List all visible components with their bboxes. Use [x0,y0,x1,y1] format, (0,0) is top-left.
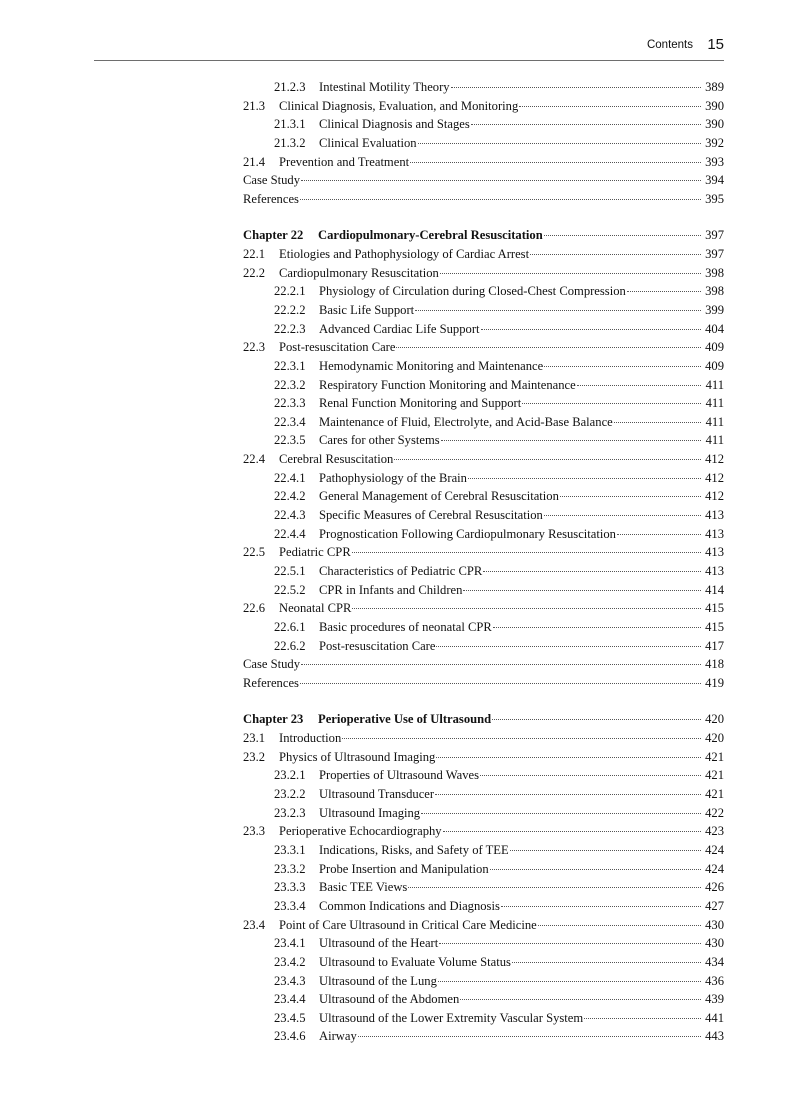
dot-leader [301,180,701,181]
toc-entry[interactable] [243,357,724,376]
toc-entry-page: 430 [705,936,724,951]
toc-entry-title: Etiologies and Pathophysiology of Cardiac Arrest [279,246,530,261]
toc-entry-title: Prognostication Following Cardiopulmonary Resuscitation [319,526,616,541]
toc-entry-title: Specific Measures of Cerebral Resuscitation [319,508,543,523]
dot-leader [501,906,701,907]
dot-leader [490,869,701,870]
toc-entry-title: Perioperative Use of Ultrasound [318,712,492,727]
toc-entry[interactable] [243,562,724,581]
toc-entry-title: Clinical Diagnosis, Evaluation, and Monitoring [279,98,519,113]
toc-entry[interactable] [243,413,724,432]
toc-entry[interactable] [243,934,724,953]
dot-leader [614,422,701,423]
toc-entry-page: 411 [705,396,724,411]
toc-entry-page: 397 [705,246,724,261]
dot-leader [301,664,701,665]
toc-entry-number: 22.3.5 [274,433,306,448]
dot-leader [342,738,701,739]
toc-entry[interactable] [243,990,724,1009]
toc-entry[interactable] [243,581,724,600]
dot-leader [481,329,701,330]
toc-entry-title: Hemodynamic Monitoring and Maintenance [319,358,544,373]
dot-leader [584,1018,701,1019]
toc-entry-page: 414 [705,582,724,597]
toc-entry-number: 23.4.5 [274,1010,306,1025]
toc-entry[interactable] [243,953,724,972]
toc-entry-title: CPR in Infants and Children [319,582,463,597]
toc-entry-number: 23.3.3 [274,880,306,895]
toc-entry[interactable] [243,1027,724,1046]
toc-entry-title: Basic procedures of neonatal CPR [319,620,492,635]
toc-entry[interactable] [243,897,724,916]
toc-entry-number: Chapter 22 [243,228,304,243]
dot-leader [415,310,701,311]
toc-entry-page: 394 [705,173,724,188]
toc-entry[interactable] [243,78,724,97]
toc-entry-title: Ultrasound of the Lower Extremity Vascular System [319,1010,584,1025]
toc-entry-title: Basic Life Support [319,302,415,317]
toc-entry-page: 424 [705,861,724,876]
toc-entry-page: 430 [705,917,724,932]
toc-entry[interactable] [243,860,724,879]
toc-entry[interactable] [243,301,724,320]
toc-entry-number: 22.3.2 [274,377,306,392]
dot-leader [480,775,701,776]
toc-entry-title: Common Indications and Diagnosis [319,898,500,913]
toc-entry-number: 22.6.2 [274,638,306,653]
toc-entry-number: 22.3.3 [274,396,306,411]
dot-leader [435,794,701,795]
toc-entry[interactable] [243,674,724,693]
toc-entry-number: 23.2.1 [274,768,306,783]
toc-entry-page: 404 [705,321,724,336]
toc-entry[interactable] [243,1009,724,1028]
toc-entry-page: 411 [705,433,724,448]
toc-entry-number: 23.3.4 [274,898,306,913]
dot-leader [463,590,701,591]
toc-entry-title: Maintenance of Fluid, Electrolyte, and Acid-Base Balance [319,414,613,429]
toc-entry-number: 22.5.2 [274,582,306,597]
dot-leader [440,273,701,274]
dot-leader [538,925,701,926]
toc-entry-page: 427 [705,898,724,913]
dot-leader [519,106,701,107]
toc-entry-page: 418 [705,657,724,672]
toc-entry-title: Post-resuscitation Care [319,638,436,653]
toc-entry[interactable] [243,916,724,935]
dot-leader [512,962,701,963]
toc-entry[interactable] [243,431,724,450]
dot-leader [421,813,701,814]
toc-entry-title: Ultrasound of the Heart [319,936,439,951]
toc-chapter-entry[interactable] [243,710,724,729]
toc-entry-number: 23.4.2 [274,954,306,969]
toc-entry[interactable] [243,469,724,488]
toc-entry-number: 22.4.1 [274,470,306,485]
toc-entry-number: 21.3.1 [274,117,306,132]
dot-leader [436,646,701,647]
toc-entry[interactable] [243,115,724,134]
toc-entry-page: 390 [705,117,724,132]
toc-entry-title: Advanced Cardiac Life Support [319,321,480,336]
dot-leader [460,999,701,1000]
toc-entry[interactable] [243,245,724,264]
toc-entry-number: 23.3.2 [274,861,306,876]
toc-entry[interactable] [243,338,724,357]
toc-entry-title: References [243,191,299,206]
toc-entry-number: 22.3 [243,340,266,355]
dot-leader [510,850,701,851]
toc-entry[interactable] [243,153,724,172]
toc-entry-page: 426 [705,880,724,895]
toc-entry-title: Indications, Risks, and Safety of TEE [319,842,509,857]
dot-leader [471,124,701,125]
toc-entry-number: 22.5 [243,545,266,560]
dot-leader [544,366,701,367]
toc-entry-title: Post-resuscitation Care [279,340,396,355]
toc-entry-number: 23.4 [243,917,266,932]
toc-entry-number: 21.2.3 [274,80,306,94]
dot-leader [577,385,701,386]
toc-entry-title: Physics of Ultrasound Imaging [279,749,436,764]
toc-entry[interactable] [243,190,724,209]
toc-entry-number: 23.2.2 [274,786,306,801]
table-of-contents [243,78,724,1046]
toc-entry-title: Clinical Diagnosis and Stages [319,117,470,132]
toc-entry[interactable] [243,320,724,339]
dot-leader [436,757,701,758]
toc-entry[interactable] [243,97,724,116]
toc-entry-number: 23.4.1 [274,936,306,951]
dot-leader [408,887,701,888]
toc-entry-page: 413 [705,526,724,541]
toc-entry-page: 395 [705,191,724,206]
dot-leader [468,478,701,479]
toc-entry-title: Case Study [243,173,301,188]
toc-entry-page: 441 [705,1010,724,1025]
toc-entry-number: 22.2 [243,265,266,280]
toc-entry-page: 423 [705,824,724,839]
toc-entry-page: 412 [705,452,724,467]
toc-entry[interactable] [243,394,724,413]
toc-entry-title: Physiology of Circulation during Closed-Chest Compression [319,284,626,299]
toc-entry-page: 398 [705,265,724,280]
toc-entry-title: Characteristics of Pediatric CPR [319,564,483,579]
toc-entry-page: 421 [705,749,724,764]
toc-entry-title: Ultrasound Imaging [319,805,421,820]
toc-entry-number: 23.1 [243,730,266,745]
dot-leader [300,683,701,684]
toc-entry-page: 409 [705,340,724,355]
toc-entry-title: Ultrasound to Evaluate Volume Status [319,954,511,969]
toc-entry-title: Ultrasound of the Lung [319,973,437,988]
toc-entry-page: 415 [705,601,724,616]
toc-entry-number: 23.3.1 [274,842,306,857]
toc-entry[interactable] [243,599,724,618]
toc-entry-page: 419 [705,676,724,690]
toc-entry-title: Intestinal Motility Theory [319,80,450,94]
dot-leader [627,291,701,292]
dot-leader [530,254,701,255]
toc-entry-number: 23.4.6 [274,1029,306,1044]
toc-entry-number: 22.2.2 [274,302,306,317]
toc-entry[interactable] [243,785,724,804]
toc-entry[interactable] [243,637,724,656]
dot-leader [439,943,701,944]
toc-entry[interactable] [243,506,724,525]
dot-leader [394,459,701,460]
toc-entry-number: 22.4.2 [274,489,306,504]
toc-entry-number: 21.4 [243,154,266,169]
running-title: Contents [646,39,693,51]
toc-entry-page: 420 [705,712,724,727]
toc-entry-page: 389 [705,80,724,94]
toc-entry-page: 412 [705,489,724,504]
toc-entry-title: Respiratory Function Monitoring and Maintenance [319,377,576,392]
toc-entry-page: 421 [705,768,724,783]
toc-entry-page: 436 [705,973,724,988]
toc-entry[interactable] [243,525,724,544]
toc-entry[interactable] [243,972,724,991]
toc-entry-title: General Management of Cerebral Resuscitation [319,489,559,504]
toc-entry-number: 22.2.1 [274,284,306,299]
toc-entry-title: Cares for other Systems [319,433,440,448]
toc-entry[interactable] [243,450,724,469]
toc-entry-number: 23.4.3 [274,973,306,988]
toc-entry-page: 420 [705,730,724,745]
toc-entry[interactable] [243,264,724,283]
toc-entry-number: 22.3.4 [274,414,306,429]
toc-entry[interactable] [243,841,724,860]
dot-leader [396,347,701,348]
toc-entry-page: 439 [705,992,724,1007]
dot-leader [617,534,701,535]
toc-entry-number: 22.4.3 [274,508,306,523]
toc-entry-page: 412 [705,470,724,485]
dot-leader [493,627,701,628]
toc-entry-title: References [243,676,299,690]
toc-entry-page: 424 [705,842,724,857]
toc-entry[interactable] [243,655,724,674]
toc-entry-page: 390 [705,98,724,113]
toc-entry-page: 413 [705,545,724,560]
dot-leader [544,515,701,516]
toc-entry-number: 22.4.4 [274,526,306,541]
toc-entry-number: 22.3.1 [274,358,306,373]
toc-entry-number: 21.3.2 [274,135,306,150]
toc-entry-page: 415 [705,620,724,635]
toc-entry[interactable] [243,878,724,897]
toc-entry-title: Neonatal CPR [279,601,352,616]
toc-entry-title: Pediatric CPR [279,545,351,560]
toc-entry[interactable] [243,618,724,637]
toc-entry[interactable] [243,804,724,823]
dot-leader [451,87,701,88]
dot-leader [560,496,701,497]
toc-entry-title: Properties of Ultrasound Waves [319,768,479,783]
toc-entry[interactable] [243,282,724,301]
dot-leader [492,719,701,720]
toc-entry-page: 443 [705,1029,724,1044]
toc-entry-title: Ultrasound of the Abdomen [319,992,460,1007]
toc-entry-number: 23.2.3 [274,805,306,820]
dot-leader [352,552,701,553]
toc-entry-title: Cerebral Resuscitation [279,452,394,467]
toc-entry-page: 422 [705,805,724,820]
toc-entry-number: 22.1 [243,246,266,261]
toc-entry-title: Cardiopulmonary-Cerebral Resuscitation [318,228,543,243]
toc-entry-number: 23.4.4 [274,992,306,1007]
toc-entry-title: Basic TEE Views [319,880,408,895]
toc-entry-number: 22.2.3 [274,321,306,336]
toc-entry-title: Clinical Evaluation [319,135,417,150]
toc-entry-page: 409 [705,358,724,373]
dot-leader [410,162,701,163]
toc-entry-title: Pathophysiology of the Brain [319,470,467,485]
toc-entry-title: Point of Care Ultrasound in Critical Care Medicine [279,917,537,932]
toc-entry-title: Ultrasound Transducer [319,786,435,801]
toc-entry[interactable] [243,822,724,841]
dot-leader [358,1036,701,1037]
toc-entry-number: 22.6.1 [274,620,306,635]
toc-entry[interactable] [243,376,724,395]
toc-entry-title: Probe Insertion and Manipulation [319,861,489,876]
toc-entry-page: 399 [705,302,724,317]
toc-entry-page: 411 [705,414,724,429]
toc-entry-number: 21.3 [243,98,266,113]
page-header [94,34,724,61]
dot-leader [418,143,701,144]
toc-entry-number: 23.3 [243,824,266,839]
toc-entry-page: 413 [705,564,724,579]
toc-entry-title: Cardiopulmonary Resuscitation [279,265,439,280]
dot-leader [438,981,701,982]
toc-entry-number: 22.4 [243,452,266,467]
dot-leader [522,403,701,404]
toc-entry-title: Perioperative Echocardiography [279,824,442,839]
dot-leader [544,235,701,236]
toc-entry-page: 417 [705,638,724,653]
toc-entry-page: 398 [705,284,724,299]
toc-entry[interactable] [243,171,724,190]
dot-leader [441,440,701,441]
toc-entry-title: Renal Function Monitoring and Support [319,396,522,411]
toc-entry[interactable] [243,766,724,785]
toc-entry-title: Prevention and Treatment [279,154,410,169]
toc-entry-number: Chapter 23 [243,712,304,727]
toc-entry-page: 397 [705,228,724,243]
toc-entry-title: Introduction [279,730,342,745]
toc-entry-page: 434 [705,954,724,969]
toc-entry-page: 421 [705,786,724,801]
dot-leader [443,831,701,832]
toc-entry[interactable] [243,729,724,748]
toc-entry-title: Airway [319,1029,357,1044]
toc-entry-page: 411 [705,377,724,392]
toc-entry-page: 413 [705,508,724,523]
page-number: 15 [707,36,724,53]
toc-entry-number: 22.6 [243,601,266,616]
toc-entry-number: 22.5.1 [274,564,306,579]
toc-entry-number: 23.2 [243,749,266,764]
toc-entry-page: 393 [705,154,724,169]
toc-entry[interactable] [243,134,724,153]
toc-entry-page: 392 [705,135,724,150]
toc-entry[interactable] [243,543,724,562]
dot-leader [352,608,701,609]
toc-entry[interactable] [243,487,724,506]
toc-entry[interactable] [243,748,724,767]
toc-chapter-entry[interactable] [243,226,724,245]
dot-leader [483,571,701,572]
dot-leader [300,199,701,200]
toc-entry-title: Case Study [243,657,301,672]
